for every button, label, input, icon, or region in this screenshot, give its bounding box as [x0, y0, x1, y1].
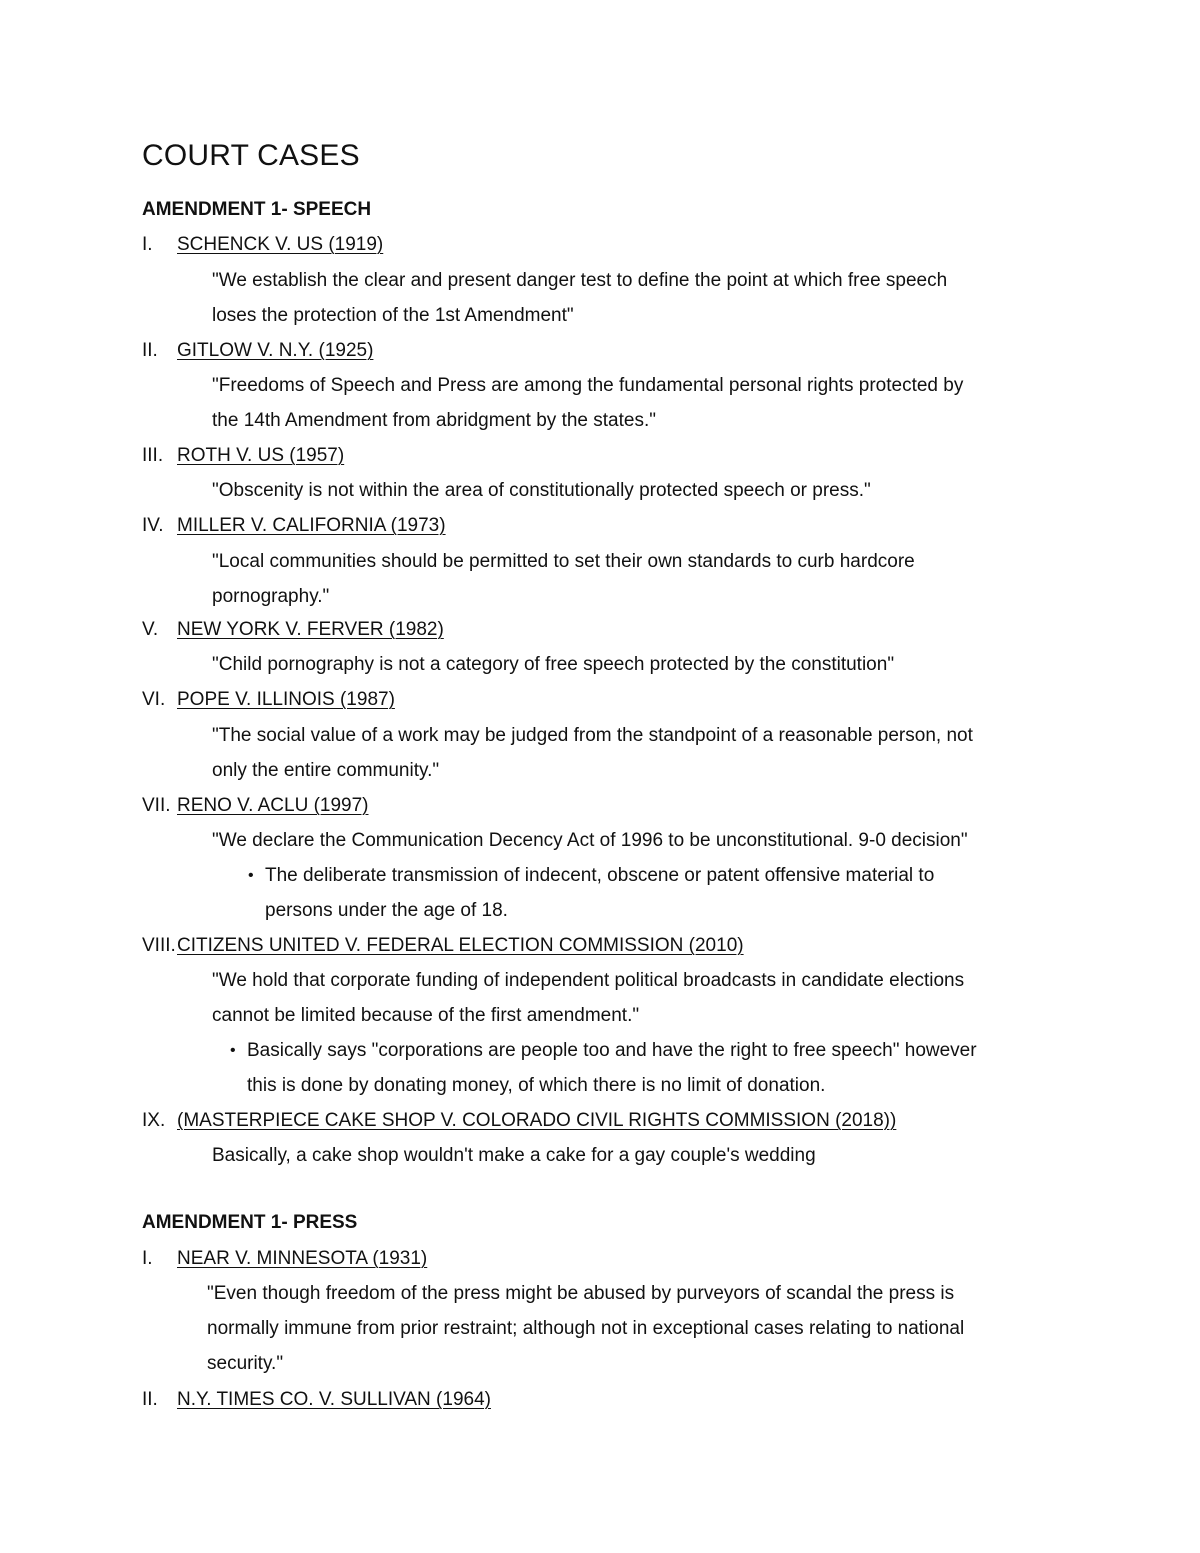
- case-name: NEAR V. MINNESOTA (1931): [177, 1248, 428, 1269]
- case-numeral: VI.: [142, 689, 166, 710]
- case-name: RENO V. ACLU (1997): [177, 795, 369, 816]
- case-numeral: I.: [142, 1248, 153, 1269]
- case-numeral: II.: [142, 1389, 158, 1410]
- case-quote-line: Basically, a cake shop wouldn't make a cake for a gay couple's wedding: [212, 1145, 816, 1166]
- case-name: (MASTERPIECE CAKE SHOP V. COLORADO CIVIL RIGHTS COMMISSION (2018)): [177, 1110, 897, 1131]
- bullet-icon: •: [230, 1042, 236, 1059]
- bullet-icon: •: [248, 867, 254, 884]
- case-name: SCHENCK V. US (1919): [177, 234, 384, 255]
- case-quote-line: "Even though freedom of the press might be abused by purveyors of scandal the press is: [207, 1283, 955, 1304]
- section-heading-press: AMENDMENT 1- PRESS: [142, 1212, 358, 1233]
- case-quote-line: loses the protection of the 1st Amendment": [212, 305, 574, 326]
- case-quote-line: cannot be limited because of the first amendment.": [212, 1005, 640, 1026]
- case-quote-line: "Child pornography is not a category of free speech protected by the constitution": [212, 654, 895, 675]
- case-name: N.Y. TIMES CO. V. SULLIVAN (1964): [177, 1389, 491, 1410]
- page-title: COURT CASES: [142, 139, 360, 172]
- case-numeral: IX.: [142, 1110, 166, 1131]
- section-heading-speech: AMENDMENT 1- SPEECH: [142, 199, 372, 220]
- case-name: POPE V. ILLINOIS (1987): [177, 689, 395, 710]
- case-quote-line: "We hold that corporate funding of independent political broadcasts in candidate elections: [212, 970, 965, 991]
- case-numeral: IV.: [142, 515, 164, 536]
- case-quote-line: "Obscenity is not within the area of constitutionally protected speech or press.": [212, 480, 871, 501]
- bullet-text-line: persons under the age of 18.: [265, 900, 508, 921]
- case-name: GITLOW V. N.Y. (1925): [177, 340, 374, 361]
- case-name: ROTH V. US (1957): [177, 445, 345, 466]
- case-numeral: VII.: [142, 795, 171, 816]
- case-name: MILLER V. CALIFORNIA (1973): [177, 515, 446, 536]
- case-quote-line: "Local communities should be permitted to set their own standards to curb hardcore: [212, 551, 915, 572]
- case-numeral: V.: [142, 619, 159, 640]
- case-quote-line: "The social value of a work may be judged from the standpoint of a reasonable person, not: [212, 725, 973, 746]
- bullet-text-line: this is done by donating money, of which there is no limit of donation.: [247, 1075, 826, 1096]
- bullet-text-line: Basically says "corporations are people too and have the right to free speech" however: [247, 1040, 977, 1061]
- case-quote-line: the 14th Amendment from abridgment by the states.": [212, 410, 656, 431]
- case-quote-line: only the entire community.": [212, 760, 440, 781]
- bullet-text-line: The deliberate transmission of indecent, obscene or patent offensive material to: [265, 865, 935, 886]
- case-quote-line: "We declare the Communication Decency Act of 1996 to be unconstitutional. 9-0 decision": [212, 830, 968, 851]
- case-quote-line: normally immune from prior restraint; although not in exceptional cases relating to national: [207, 1318, 965, 1339]
- case-quote-line: security.": [207, 1353, 284, 1374]
- case-name: NEW YORK V. FERVER (1982): [177, 619, 444, 640]
- case-quote-line: "We establish the clear and present danger test to define the point at which free speech: [212, 270, 948, 291]
- case-numeral: II.: [142, 340, 158, 361]
- case-quote-line: "Freedoms of Speech and Press are among the fundamental personal rights protected by: [212, 375, 964, 396]
- case-name: CITIZENS UNITED V. FEDERAL ELECTION COMMISSION (2010): [177, 935, 744, 956]
- case-numeral: I.: [142, 234, 153, 255]
- case-numeral: III.: [142, 445, 164, 466]
- case-numeral: VIII.: [142, 935, 176, 956]
- case-quote-line: pornography.": [212, 586, 330, 607]
